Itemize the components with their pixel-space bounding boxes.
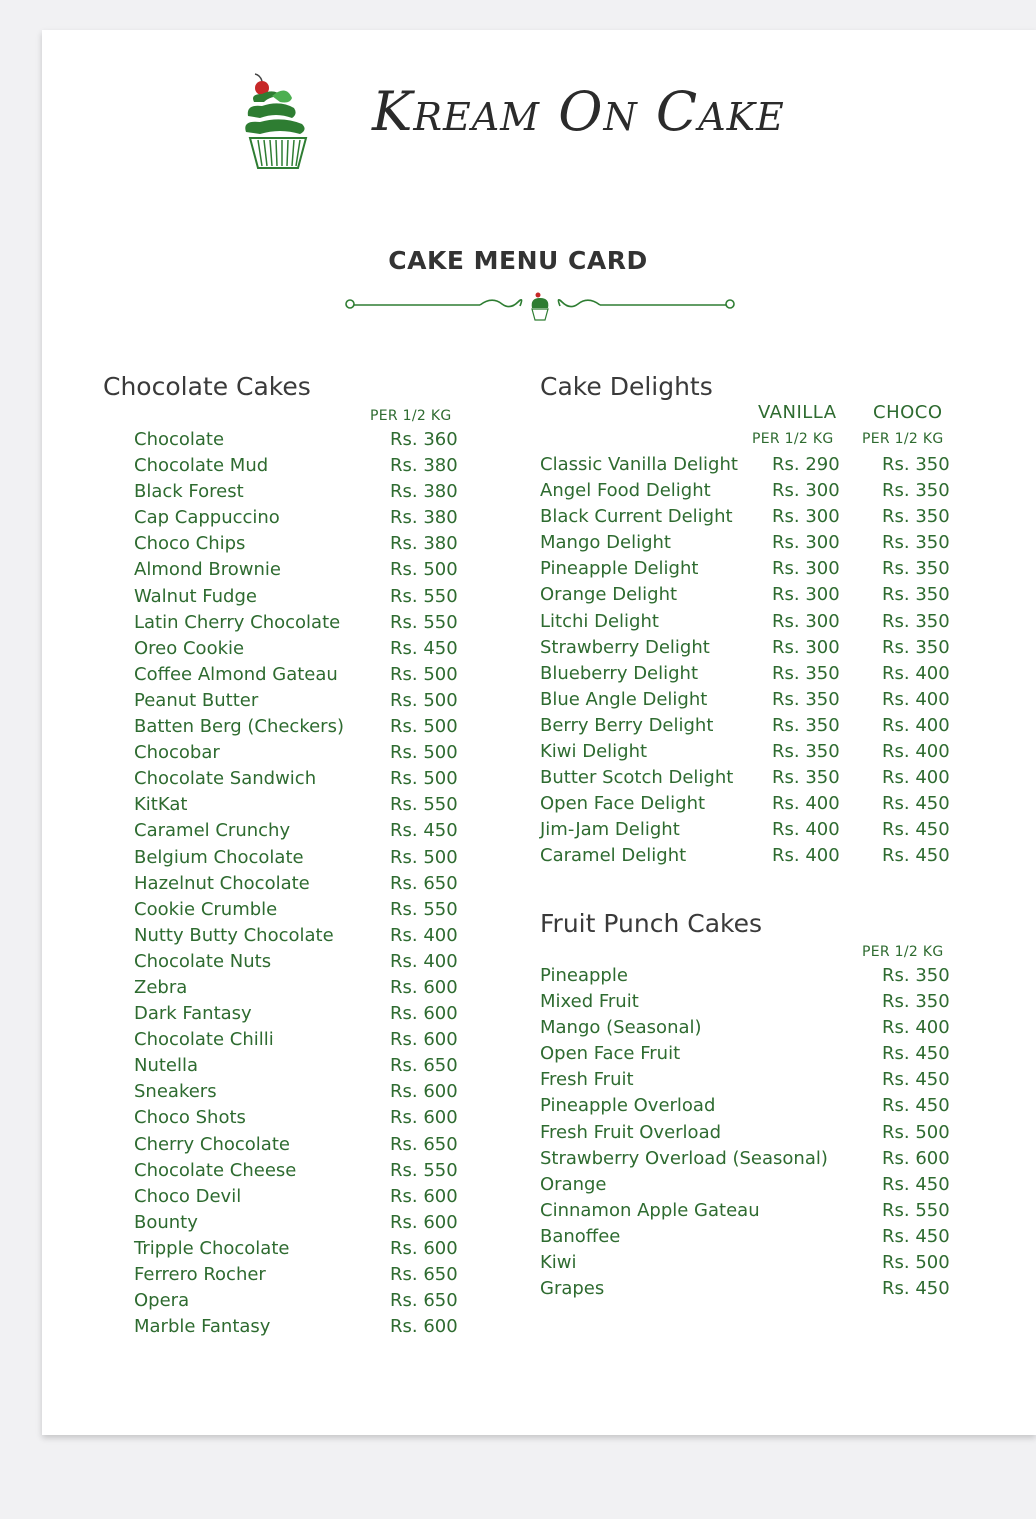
item-name: Black Current Delight: [540, 506, 733, 528]
item-name: Kiwi Delight: [540, 741, 648, 763]
vanilla-price: Rs. 350: [772, 767, 840, 789]
vanilla-price: Rs. 300: [772, 506, 840, 528]
item-name: Dark Fantasy: [134, 1003, 252, 1025]
item-price: Rs. 400: [390, 950, 458, 972]
item-name: Choco Shots: [134, 1107, 246, 1129]
choco-price: Rs. 400: [882, 662, 950, 684]
item-price: Rs. 550: [390, 585, 458, 607]
item-name: Caramel Crunchy: [134, 820, 291, 842]
vanilla-price: Rs. 350: [772, 688, 840, 710]
item-name: Blueberry Delight: [540, 662, 699, 684]
choco-price: Rs. 450: [882, 819, 950, 841]
item-price: Rs. 400: [882, 1017, 950, 1039]
list-item: [540, 739, 960, 765]
fruit-punch-heading: Fruit Punch Cakes: [540, 909, 763, 938]
item-name: Pineapple: [540, 965, 628, 986]
item-price: Rs. 450: [390, 637, 458, 659]
item-name: Chocobar: [134, 742, 220, 764]
list-item: [134, 1288, 464, 1314]
item-name: Cherry Chocolate: [134, 1133, 290, 1155]
item-name: Sneakers: [134, 1081, 217, 1103]
item-price: Rs. 550: [390, 1159, 458, 1181]
list-item: [540, 963, 960, 989]
item-price: Rs. 380: [390, 481, 458, 503]
choco-price: Rs. 400: [882, 688, 950, 710]
list-item: [134, 1132, 464, 1158]
item-name: Banoffee: [540, 1225, 621, 1247]
list-item: [134, 818, 464, 844]
vanilla-price: Rs. 290: [772, 454, 840, 475]
item-price: Rs. 600: [390, 1003, 458, 1025]
item-name: Classic Vanilla Delight: [540, 454, 738, 475]
choco-column-header: CHOCO: [873, 402, 943, 423]
ornamental-divider-icon: [340, 288, 740, 324]
fruit-punch-list: [540, 963, 960, 1302]
list-item: [134, 610, 464, 636]
item-name: Litchi Delight: [540, 610, 659, 632]
choco-price: Rs. 400: [882, 767, 950, 789]
cake-delights-list: [540, 452, 960, 870]
choco-price: Rs. 350: [882, 532, 950, 554]
item-name: Chocolate Mud: [134, 455, 269, 477]
item-name: Marble Fantasy: [134, 1316, 271, 1338]
vanilla-column-header: VANILLA: [758, 402, 837, 423]
item-name: Mixed Fruit: [540, 991, 639, 1013]
item-price: Rs. 500: [390, 559, 458, 581]
cake-delights-heading: Cake Delights: [540, 372, 713, 401]
item-name: Bounty: [134, 1211, 198, 1233]
list-item: [540, 504, 960, 530]
choco-unit-label: PER 1/2 KG: [862, 431, 944, 447]
vanilla-unit-label: PER 1/2 KG: [752, 431, 834, 447]
list-item: [540, 452, 960, 478]
item-name: Butter Scotch Delight: [540, 767, 734, 789]
item-name: Caramel Delight: [540, 845, 687, 867]
item-name: Cinnamon Apple Gateau: [540, 1199, 760, 1221]
list-item: [134, 714, 464, 740]
item-name: Opera: [134, 1290, 190, 1312]
list-item: [540, 1146, 960, 1172]
vanilla-price: Rs. 400: [772, 819, 840, 841]
list-item: [540, 556, 960, 582]
item-name: Fresh Fruit Overload: [540, 1121, 722, 1143]
item-name: Nutella: [134, 1055, 199, 1077]
list-item: [540, 1067, 960, 1093]
list-item: [540, 1276, 960, 1302]
list-item: [134, 531, 464, 557]
list-item: [134, 1262, 464, 1288]
item-price: Rs. 500: [390, 716, 458, 738]
item-price: Rs. 650: [390, 1133, 458, 1155]
item-price: Rs. 450: [882, 1278, 950, 1300]
item-name: Latin Cherry Chocolate: [134, 611, 341, 633]
item-price: Rs. 450: [390, 820, 458, 842]
item-price: Rs. 600: [390, 1185, 458, 1207]
list-item: [540, 713, 960, 739]
item-name: Black Forest: [134, 481, 244, 503]
item-price: Rs. 650: [390, 872, 458, 894]
list-item: [134, 792, 464, 818]
list-item: [134, 1001, 464, 1027]
item-name: Open Face Fruit: [540, 1043, 681, 1065]
item-price: Rs. 380: [390, 507, 458, 529]
cupcake-logo-icon: [240, 72, 316, 172]
list-item: [540, 1120, 960, 1146]
choco-price: Rs. 350: [882, 506, 950, 528]
item-price: Rs. 500: [882, 1121, 950, 1143]
list-item: [134, 845, 464, 871]
list-item: [134, 897, 464, 923]
item-price: Rs. 600: [390, 1211, 458, 1233]
item-name: Strawberry Delight: [540, 636, 710, 658]
list-item: [134, 975, 464, 1001]
vanilla-price: Rs. 300: [772, 480, 840, 502]
list-item: [134, 1210, 464, 1236]
item-price: Rs. 350: [882, 965, 950, 986]
item-price: Rs. 600: [882, 1147, 950, 1169]
item-price: Rs. 600: [390, 1081, 458, 1103]
item-name: Chocolate Sandwich: [134, 768, 317, 790]
item-price: Rs. 500: [390, 663, 458, 685]
item-price: Rs. 500: [390, 742, 458, 764]
list-item: [540, 582, 960, 608]
item-price: Rs. 450: [882, 1225, 950, 1247]
item-name: Grapes: [540, 1278, 605, 1300]
item-price: Rs. 450: [882, 1043, 950, 1065]
choco-price: Rs. 400: [882, 714, 950, 736]
item-name: Oreo Cookie: [134, 637, 245, 659]
item-name: Angel Food Delight: [540, 480, 711, 502]
item-name: Berry Berry Delight: [540, 714, 714, 736]
list-item: [134, 688, 464, 714]
item-price: Rs. 400: [390, 924, 458, 946]
chocolate-cakes-heading: Chocolate Cakes: [103, 372, 311, 401]
list-item: [134, 871, 464, 897]
choco-price: Rs. 350: [882, 636, 950, 658]
choco-price: Rs. 400: [882, 741, 950, 763]
item-name: Pineapple Delight: [540, 558, 699, 580]
list-item: [540, 1093, 960, 1119]
item-name: Open Face Delight: [540, 793, 706, 815]
item-price: Rs. 550: [390, 611, 458, 633]
item-name: Mango Delight: [540, 532, 671, 554]
item-name: Walnut Fudge: [134, 585, 257, 607]
item-name: Jim-Jam Delight: [540, 819, 680, 841]
vanilla-price: Rs. 350: [772, 741, 840, 763]
chocolate-cakes-list: [134, 427, 464, 1340]
item-price: Rs. 450: [882, 1069, 950, 1091]
list-item: [134, 584, 464, 610]
vanilla-price: Rs. 350: [772, 662, 840, 684]
item-price: Rs. 550: [882, 1199, 950, 1221]
chocolate-unit-label: PER 1/2 KG: [370, 408, 452, 424]
vanilla-price: Rs. 400: [772, 845, 840, 867]
item-price: Rs. 650: [390, 1264, 458, 1285]
choco-price: Rs. 450: [882, 845, 950, 867]
list-item: [540, 530, 960, 556]
list-item: [134, 1027, 464, 1053]
list-item: [134, 1105, 464, 1131]
list-item: [540, 1041, 960, 1067]
item-name: Blue Angle Delight: [540, 688, 708, 710]
list-item: [540, 478, 960, 504]
item-name: Tripple Chocolate: [134, 1237, 290, 1259]
list-item: [134, 923, 464, 949]
choco-price: Rs. 350: [882, 454, 950, 475]
item-price: Rs. 450: [882, 1095, 950, 1117]
list-item: [540, 1015, 960, 1041]
item-name: Zebra: [134, 976, 188, 998]
list-item: [134, 740, 464, 766]
item-price: Rs. 600: [390, 976, 458, 998]
list-item: [134, 453, 464, 479]
list-item: [134, 636, 464, 662]
item-name: Kiwi: [540, 1252, 577, 1274]
vanilla-price: Rs. 300: [772, 558, 840, 580]
item-price: Rs. 600: [390, 1237, 458, 1259]
vanilla-price: Rs. 400: [772, 793, 840, 815]
list-item: [540, 765, 960, 791]
list-item: [540, 1250, 960, 1276]
list-item: [134, 1053, 464, 1079]
list-item: [540, 791, 960, 817]
vanilla-price: Rs. 300: [772, 584, 840, 606]
item-price: Rs. 550: [390, 794, 458, 816]
list-item: [540, 609, 960, 635]
item-name: Chocolate Chilli: [134, 1029, 274, 1051]
item-name: Hazelnut Chocolate: [134, 872, 310, 894]
item-price: Rs. 600: [390, 1107, 458, 1129]
list-item: [540, 1172, 960, 1198]
item-name: KitKat: [134, 794, 188, 816]
item-name: Choco Devil: [134, 1185, 242, 1207]
vanilla-price: Rs. 350: [772, 714, 840, 736]
vanilla-price: Rs. 300: [772, 610, 840, 632]
fruit-unit-label: PER 1/2 KG: [862, 944, 944, 960]
list-item: [134, 505, 464, 531]
list-item: [134, 557, 464, 583]
item-name: Cookie Crumble: [134, 898, 278, 920]
item-price: Rs. 500: [390, 846, 458, 868]
item-name: Fresh Fruit: [540, 1069, 634, 1091]
item-price: Rs. 650: [390, 1290, 458, 1312]
item-name: Batten Berg (Checkers): [134, 716, 344, 738]
list-item: [134, 1158, 464, 1184]
item-price: Rs. 550: [390, 898, 458, 920]
item-price: Rs. 500: [882, 1252, 950, 1274]
list-item: [134, 1314, 464, 1340]
item-name: Cap Cappuccino: [134, 507, 280, 529]
choco-price: Rs. 350: [882, 558, 950, 580]
vanilla-price: Rs. 300: [772, 532, 840, 554]
list-item: [540, 989, 960, 1015]
item-price: Rs. 600: [390, 1029, 458, 1051]
item-price: Rs. 360: [390, 429, 458, 450]
list-item: [540, 817, 960, 843]
choco-price: Rs. 350: [882, 610, 950, 632]
choco-price: Rs. 350: [882, 480, 950, 502]
item-price: Rs. 600: [390, 1316, 458, 1338]
item-price: Rs. 650: [390, 1055, 458, 1077]
item-name: Chocolate: [134, 429, 225, 450]
item-price: Rs. 500: [390, 689, 458, 711]
list-item: [540, 843, 960, 869]
item-name: Ferrero Rocher: [134, 1264, 266, 1285]
vanilla-price: Rs. 300: [772, 636, 840, 658]
item-name: Orange Delight: [540, 584, 678, 606]
item-name: Chocolate Nuts: [134, 950, 272, 972]
item-price: Rs. 380: [390, 455, 458, 477]
list-item: [540, 687, 960, 713]
item-name: Strawberry Overload (Seasonal): [540, 1147, 828, 1169]
list-item: [540, 661, 960, 687]
item-name: Choco Chips: [134, 533, 246, 555]
brand-name: Kream On Cake: [372, 80, 785, 143]
page-title: CAKE MENU CARD: [388, 246, 648, 275]
list-item: [540, 635, 960, 661]
item-price: Rs. 500: [390, 768, 458, 790]
list-item: [134, 1079, 464, 1105]
list-item: [134, 949, 464, 975]
list-item: [134, 1184, 464, 1210]
item-name: Pineapple Overload: [540, 1095, 716, 1117]
list-item: [540, 1224, 960, 1250]
item-name: Mango (Seasonal): [540, 1017, 702, 1039]
item-price: Rs. 450: [882, 1173, 950, 1195]
choco-price: Rs. 450: [882, 793, 950, 815]
item-price: Rs. 380: [390, 533, 458, 555]
item-name: Coffee Almond Gateau: [134, 663, 338, 685]
item-price: Rs. 350: [882, 991, 950, 1013]
item-name: Belgium Chocolate: [134, 846, 304, 868]
item-name: Almond Brownie: [134, 559, 281, 581]
list-item: [134, 1236, 464, 1262]
list-item: [134, 766, 464, 792]
item-name: Peanut Butter: [134, 689, 259, 711]
choco-price: Rs. 350: [882, 584, 950, 606]
list-item: [134, 479, 464, 505]
item-name: Nutty Butty Chocolate: [134, 924, 334, 946]
item-name: Orange: [540, 1173, 607, 1195]
list-item: [540, 1198, 960, 1224]
list-item: [134, 427, 464, 453]
list-item: [134, 662, 464, 688]
item-name: Chocolate Cheese: [134, 1159, 297, 1181]
